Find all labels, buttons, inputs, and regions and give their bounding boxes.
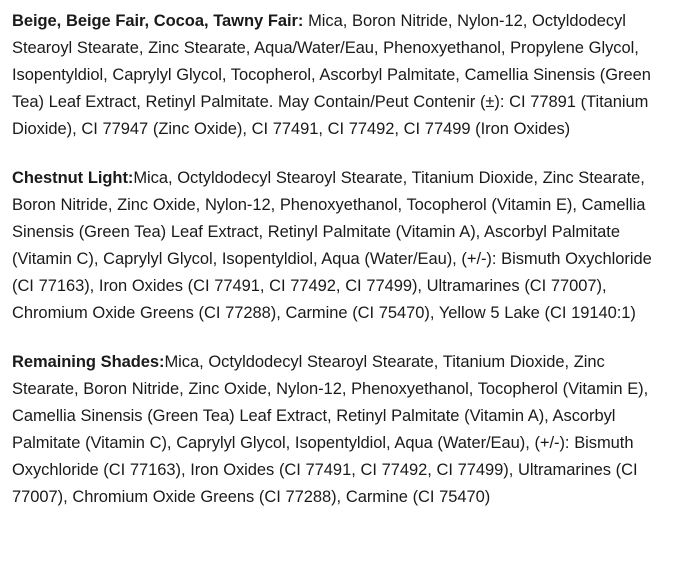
shade-group-label-remaining-shades: Remaining Shades: xyxy=(12,353,165,371)
ingredient-text-beige: Mica, Boron Nitride, Nylon-12, Octyldodecyl Stearoyl Stearate, Zinc Stearate, Aqua/Water/Eau, Phenoxyethanol, Propylene Glycol, Isopentyldiol, Caprylyl Glycol, Tocopherol, Ascorbyl Palmitate, Camellia Sinensis (Green Tea) Leaf Extract, Retinyl Palmitate. May Contain/Peut Contenir (±): CI 77891 (Titanium Dioxide), CI 77947 (Zinc Oxide), CI 77491, CI 77492, CI 77499 (Iron Oxides) xyxy=(12,12,651,138)
ingredient-paragraph-remaining-shades xyxy=(12,349,667,511)
ingredient-text-remaining-shades: Mica, Octyldodecyl Stearoyl Stearate, Titanium Dioxide, Zinc Stearate, Boron Nitride, Zinc Oxide, Nylon-12, Phenoxyethanol, Tocopherol (Vitamin E), Camellia Sinensis (Green Tea) Leaf Extract, Retinyl Palmitate (Vitamin A), Ascorbyl Palmitate (Vitamin C), Caprylyl Glycol, Isopentyldiol, Aqua (Water/Eau), (+/-): Bismuth Oxychloride (CI 77163), Iron Oxides (CI 77491, CI 77492, CI 77499), Ultramarines (CI 77007), Chromium Oxide Greens (CI 77288), Carmine (CI 75470) xyxy=(12,353,649,506)
shade-group-label-chestnut-light: Chestnut Light: xyxy=(12,169,134,187)
shade-group-label-beige: Beige, Beige Fair, Cocoa, Tawny Fair: xyxy=(12,12,304,30)
ingredient-paragraph-beige-group xyxy=(12,8,667,143)
ingredient-paragraph-chestnut-light xyxy=(12,165,667,327)
ingredient-text-chestnut-light: Mica, Octyldodecyl Stearoyl Stearate, Titanium Dioxide, Zinc Stearate, Boron Nitride, Zinc Oxide, Nylon-12, Phenoxyethanol, Tocopherol (Vitamin E), Camellia Sinensis (Green Tea) Leaf Extract, Retinyl Palmitate (Vitamin A), Ascorbyl Palmitate (Vitamin C), Caprylyl Glycol, Isopentyldiol, Aqua (Water/Eau), (+/-): Bismuth Oxychloride (CI 77163), Iron Oxides (CI 77491, CI 77492, CI 77499), Ultramarines (CI 77007), Chromium Oxide Greens (CI 77288), Carmine (CI 75470), Yellow 5 Lake (CI 19140:1) xyxy=(12,169,652,322)
